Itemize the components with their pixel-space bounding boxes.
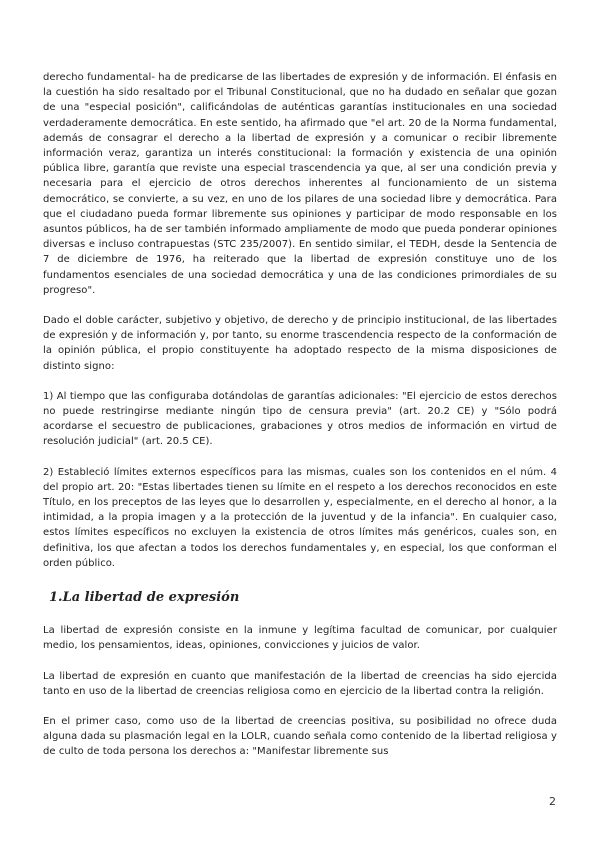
paragraph-garantias-adicionales: 1) Al tiempo que las configuraba dotándolas de garantías adicionales: "El ejercicio de estos derechos no puede restringirse mediante ningún tipo de censura previa" (art. 20.2 CE) y "Sólo podrá acordarse el secuestro de publicaciones, grabaciones y otros medios de información en virtud de resolución judicial" (art. 20.5 CE). <box>43 390 557 448</box>
page-number: 2 <box>549 795 556 808</box>
document-page <box>43 70 557 760</box>
paragraph-primer-caso: En el primer caso, como uso de la libertad de creencias positiva, su posibilidad no ofrece duda alguna dada su plasmación legal en la LOLR, cuando señala como contenido de la libertad religiosa y de culto de toda persona los derechos a: "Manifestar libremente sus <box>43 715 557 758</box>
paragraph-derecho-fundamental: derecho fundamental- ha de predicarse de las libertades de expresión y de información. El énfasis en la cuestión ha sido resaltado por el Tribunal Constitucional, que no ha dudado en señalar que gozan de una "especial posición", calificándolas de auténticas garantías institucionales en una sociedad verdaderamente democrática. En este sentido, ha afirmado que "el art. 20 de la Norma fundamental, además de consagrar el derecho a la libertad de expresión y a comunicar o recibir libremente información veraz, garantiza un interés constitucional: la formación y existencia de una opinión pública libre, garantía que reviste una especial trascendencia ya que, al ser una condición previa y necesaria para el ejercicio de otros derechos inherentes al funcionamiento de un sistema democrático, se convierte, a su vez, en uno de los pilares de una sociedad libre y democrática. Para que el ciudadano pueda formar libremente sus opiniones y participar de modo responsable en los asuntos públicos, ha de ser también informado ampliamente de modo que pueda ponderar opiniones diversas e incluso contrapuestas (STC 235/2007). En sentido similar, el TEDH, desde la Sentencia de 7 de diciembre de 1976, ha reiterado que la libertad de expresión constituye uno de los fundamentos esenciales de una sociedad democrática y una de las condiciones primordiales de su progreso". <box>43 72 557 296</box>
paragraph-definicion-libertad-expresion: La libertad de expresión consiste en la inmune y legítima facultad de comunicar, por cualquier medio, los pensamientos, ideas, opiniones, convicciones y juicios de valor. <box>43 625 557 652</box>
paragraph-doble-caracter: Dado el doble carácter, subjetivo y objetivo, de derecho y de principio institucional, de las libertades de expresión y de información y, por tanto, su enorme trascendencia respecto de la conformación de la opinión pública, el propio constituyente ha adoptado respecto de la misma disposiciones de distinto signo: <box>43 315 557 372</box>
paragraph-limites-externos: 2) Estableció límites externos específicos para las mismas, cuales son los contenidos en el núm. 4 del propio art. 20: "Estas libertades tienen su límite en el respeto a los derechos reconocidos en este Título, en los preceptos de las leyes que lo desarrollen y, especialmente, en el derecho al honor, a la intimidad, a la propia imagen y a la protección de la juventud y de la infancia". En cualquier caso, estos límites específicos no excluyen la existencia de otros límites más genéricos, cuales son, en definitiva, los que afectan a todos los derechos fundamentales y, en especial, los que conforman el orden público. <box>43 466 557 569</box>
section-heading: 1.La libertad de expresión <box>49 590 240 606</box>
paragraph-manifestacion-creencias: La libertad de expresión en cuanto que manifestación de la libertad de creencias ha sido ejercida tanto en uso de la libertad de creencias religiosa como en ejercicio de la libertad contra la religión. <box>43 670 557 697</box>
